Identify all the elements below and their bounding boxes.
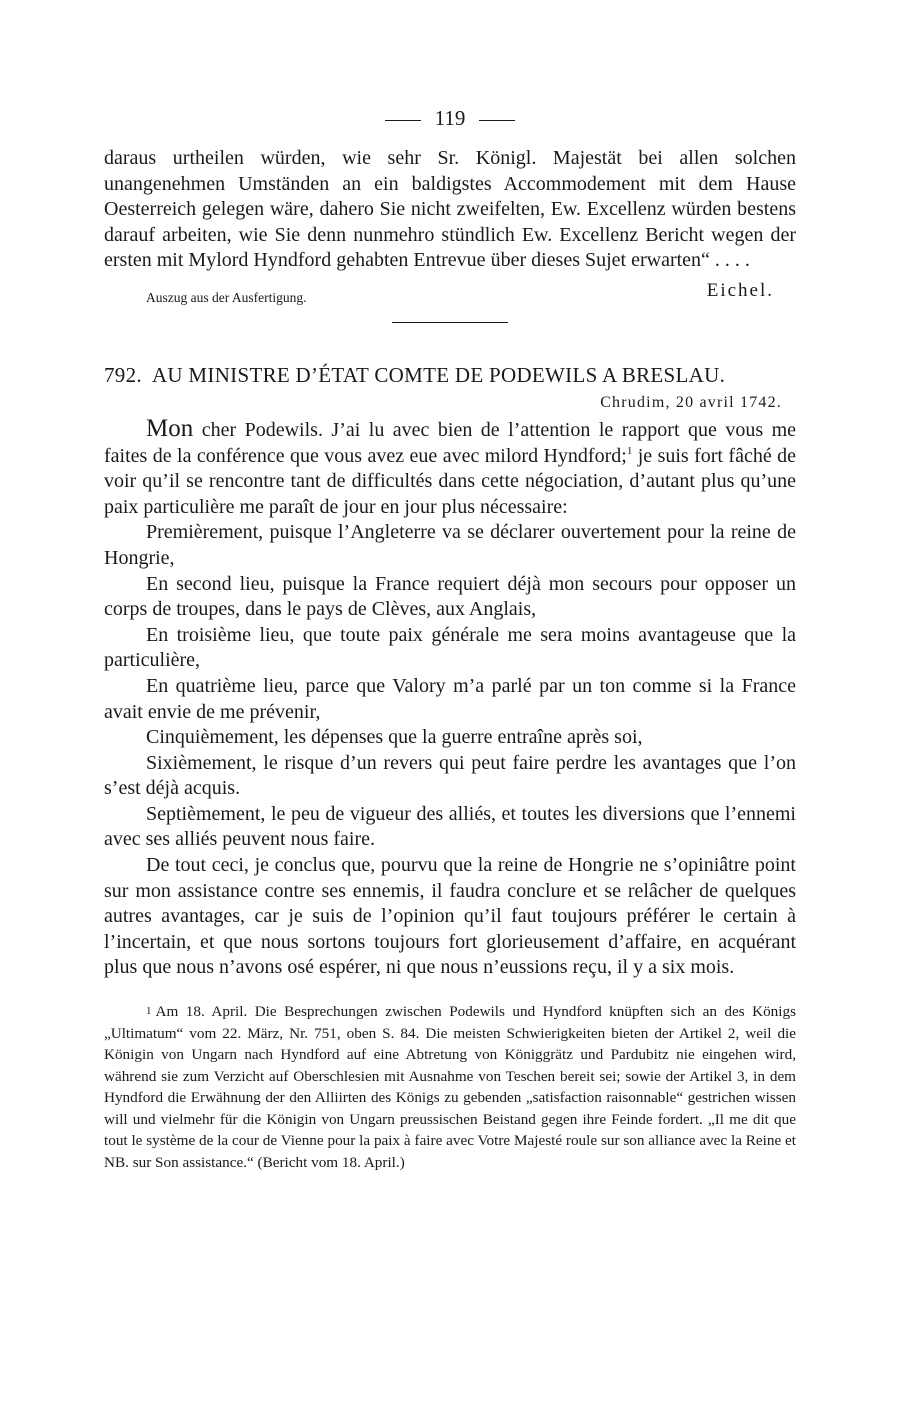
signature: Eichel.	[706, 279, 774, 301]
opening-text-part-1: cher Podewils. J’ai lu avec bien de l’attention le rapport que vous me faites de la conférence que vous avez eue avec milord Hyndford;	[104, 418, 797, 467]
continuation-paragraph: daraus urtheilen würden, wie sehr Sr. Königl. Majestät bei allen solchen unangenehmen Umständen an ein baldigstes Accommodement mit dem Hause Oesterreich gelegen wäre, dahero Sie nicht zweifelten, Ew. Excellenz würden bestens darauf arbeiten, wie Sie denn nunmehro stündlich Ew. Excellenz Bericht wegen der ersten mit Mylord Hyndford gehabten Entrevue über dieses Sujet erwarten“ . . . .	[104, 147, 796, 272]
list-point: Premièrement, puisque l’Angleterre va se déclarer ouvertement pour la reine de Hongrie,	[104, 521, 796, 569]
header-rule-right	[479, 120, 515, 121]
footnote-number: 1	[146, 1005, 152, 1018]
opening-text-part-2: je suis fort fâché de voir qu’il se rencontre tant de difficultés dans cette négociation, d’autant plus qu’une paix particulière me paraît de jour en jour plus nécessaire:	[104, 444, 796, 518]
footnote-text: Am 18. April. Die Besprechungen zwischen Podewils und Hyndford knüpften sich an des Königs „Ultimatum“ vom 22. März, Nr. 751, oben S. 84. Die meisten Schwierigkeiten bieten der Artikel 2, weil die Königin von Ungarn nach Hyndford auf eine Abtretung von Königgrätz und Pardubitz nie eingehen wird, während sie zum Verzicht auf Oberschlesien mit Ausnahme von Teschen bereit sei; sowie der Artikel 3, in dem Hyndford die Erwähnung der den Alliirten des Königs zu gebenden „satisfaction raisonnable“ gestrichen wissen will und vielmehr für die Königin von Ungarn preussischen Beistand gegen ihre Feinde fordert. „Il me dit que tout le système de la cour de Vienne pour la paix à faire avec Votre Majesté roule sur son alliance avec la Reine et NB. sur Son assistance.“ (Bericht vom 18. April.)	[104, 1003, 796, 1171]
document-page	[104, 100, 796, 1173]
header-rule-left	[385, 120, 421, 121]
page-header	[104, 100, 796, 136]
page-number: 119	[434, 106, 466, 130]
list-point: En troisième lieu, que toute paix générale me sera moins avantageuse que la particulière,	[104, 623, 796, 672]
footnotes	[104, 1001, 796, 1173]
footnote-reference[interactable]: 1	[626, 444, 633, 457]
letter-opening-paragraph	[104, 416, 796, 520]
footnote	[104, 1001, 796, 1173]
letter-dateline: Chrudim, 20 avril 1742.	[600, 393, 782, 411]
continuation-text-block	[104, 146, 796, 274]
section-divider	[392, 322, 508, 323]
letter-heading	[104, 363, 796, 388]
letter-body	[104, 416, 796, 981]
letter-title: AU MINISTRE D’ÉTAT COMTE DE PODEWILS A BRESLAU.	[151, 362, 726, 387]
list-point: Cinquièmement, les dépenses que la guerre entraîne après soi,	[146, 726, 643, 749]
list-point: En quatrième lieu, parce que Valory m’a parlé par un ton comme si la France avait envie de me prévenir,	[104, 674, 796, 723]
letter-number: 792.	[104, 362, 142, 387]
conclusion-paragraph: De tout ceci, je conclus que, pourvu que la reine de Hongrie ne s’opiniâtre point sur mon assistance contre ses ennemis, il faudra conclure et se relâcher de quelques autres avantages, car je suis de l’opinion qu’il faut toujours préférer le certain à l’incertain, et que nous sortons toujours fort glorieusement d’affaire, en acquérant plus que nous n’avons osé espérer, ni que nous n’eussions reçu, il y a six mois.	[104, 854, 796, 979]
list-point: En second lieu, puisque la France requiert déjà mon secours pour opposer un corps de troupes, dans le pays de Clèves, aux Anglais,	[104, 572, 796, 621]
source-note: Auszug aus der Ausfertigung.	[146, 289, 307, 305]
list-point: Sixièmement, le risque d’un revers qui peut faire perdre les avantages que l’on s’est déjà acquis.	[104, 751, 796, 800]
salutation-word: Mon	[146, 414, 194, 442]
list-point: Septièmement, le peu de vigueur des alliés, et toutes les diversions que l’ennemi avec ses alliés peuvent nous faire.	[104, 802, 796, 851]
source-line	[104, 276, 796, 310]
